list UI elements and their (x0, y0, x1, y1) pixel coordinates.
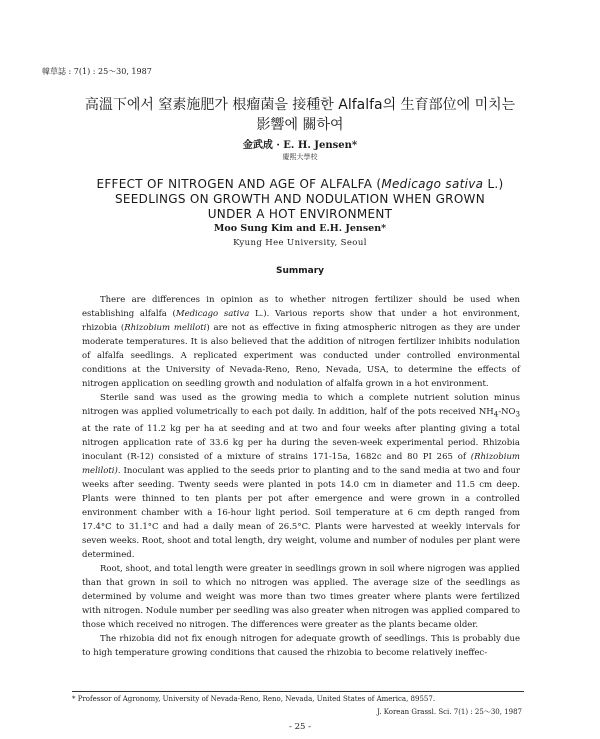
page-number: - 25 - (289, 722, 311, 732)
p1-sci-name-alfalfa: Medicago sativa (175, 309, 250, 319)
english-title-scientific-name: Medicago sativa (381, 177, 484, 191)
p1-sci-name-rhizobium: Rhizobium meliloti (124, 323, 207, 333)
english-affiliation: Kyung Hee University, Seoul (233, 238, 367, 248)
korean-affiliation: 慶熙大學校 (282, 153, 318, 161)
p1-text-e: ) are not as effective in fixing atmospheric nitrogen as they are under moderate temperatures. It is also believed that the addition of nitrogen fertilizer inhibits nodulation of alfalfa seedlings. A replicated experiment was conducted under controlled environmental conditions at the University of Nevada-Reno, Reno, Nevada, USA, to determine the effects of nitrogen application on seedling growth and nodulation of alfalfa grown in a hot environment. (82, 323, 520, 389)
summary-paragraph-3: Root, shoot, and total length were greater in seedlings grown in soil where nigrogen was applied than that grown in soil to which no nitrogen was applied. The average size of the seedlings as determined by volume and weight was more than two times greater where plants were fertilized with nitrogen. Nodule number per seedling was also greater when nitrogen was applied compared to those which received no nitrogen. The differences were greater as the plants became older. (82, 563, 520, 630)
english-title-line-3: UNDER A HOT ENVIRONMENT (207, 207, 393, 221)
journal-reference: 韓草誌 : 7(1) : 25〜30, 1987 (42, 67, 152, 76)
p2-sub-4: 4 (493, 409, 499, 419)
p2-text-a: Sterile sand was used as the growing media to which a complete nutrient solution minus nitrogen was applied volumetrically to each pot daily. In addition, half of the pots received NH (82, 393, 520, 417)
english-authors: Moo Sung Kim and E.H. Jensen* (213, 223, 387, 234)
p2-text-e: at the rate of 11.2 kg per ha at seeding and at two and four weeks after planting giving a total nitrogen application rate of 33.6 kg per ha during the seven-week experimental period. Rhizobia inoculant (R-12) consisted of a mixture of strains 171-15a, 1682c and 80 PI 265 of (82, 423, 520, 462)
summary-paragraph-1 (82, 293, 520, 391)
korean-authors: 金武成 · E. H. Jensen* (242, 140, 358, 151)
p1-text-a: There are differences in opinion as to whether nitrogen fertilizer should be used when establishing alfalfa ( (82, 295, 520, 319)
summary-heading: Summary (275, 266, 325, 276)
footnote-divider (72, 691, 524, 692)
p2-sub-3: 3 (515, 409, 520, 419)
summary-body (82, 293, 520, 660)
korean-title-line-1: 高溫下에서 窒素施肥가 根瘤菌을 接種한 Alfalfa의 生育部位에 미치는 (84, 97, 516, 113)
english-title-line-1 (60, 177, 540, 191)
summary-paragraph-4: The rhizobia did not fix enough nitrogen for adequate growth of seedlings. This is probably due to high temperature growing conditions that caused the rhizobia to become relatively ineffec- (82, 633, 520, 658)
p2-sci-name-rhizobium: (Rhizobium meliloti). (82, 451, 520, 476)
p2-text-g: Inoculant was applied to the seeds prior to planting and to the sand media at two and four weeks after seeding. Twenty seeds were planted in pots 14.0 cm in diameter and 11.5 cm deep. Plants were thinned to ten plants per pot after emergence and were grown in a controlled environment chamber with a 16-hour light period. Soil temperature at 6 cm depth ranged from 17.4°C to 31.1°C and had a daily mean of 26.5°C. Plants were harvested at weekly intervals for seven weeks. Root, shoot and total length, dry weight, volume and number of nodules per plant were determined. (82, 465, 520, 560)
p1-text-c: L.). Various reports show that under a hot environment, rhizobia ( (82, 309, 520, 333)
p2-text-c: -NO (498, 407, 516, 417)
english-title-line-1-pre: EFFECT OF NITROGEN AND AGE OF ALFALFA ( (96, 177, 382, 191)
summary-paragraph-2 (82, 391, 520, 562)
english-title-line-1-post: L.) (483, 177, 504, 191)
korean-title-line-2: 影響에 關하여 (256, 117, 344, 133)
journal-citation-footer: J. Korean Grassl. Sci. 7(1) : 25〜30, 1987 (376, 708, 522, 716)
author-footnote: * Professor of Agronomy, University of Nevada-Reno, Reno, Nevada, United States of America, 89557. (72, 695, 436, 703)
english-title-line-2: SEEDLINGS ON GROWTH AND NODULATION WHEN GROWN (114, 192, 486, 206)
